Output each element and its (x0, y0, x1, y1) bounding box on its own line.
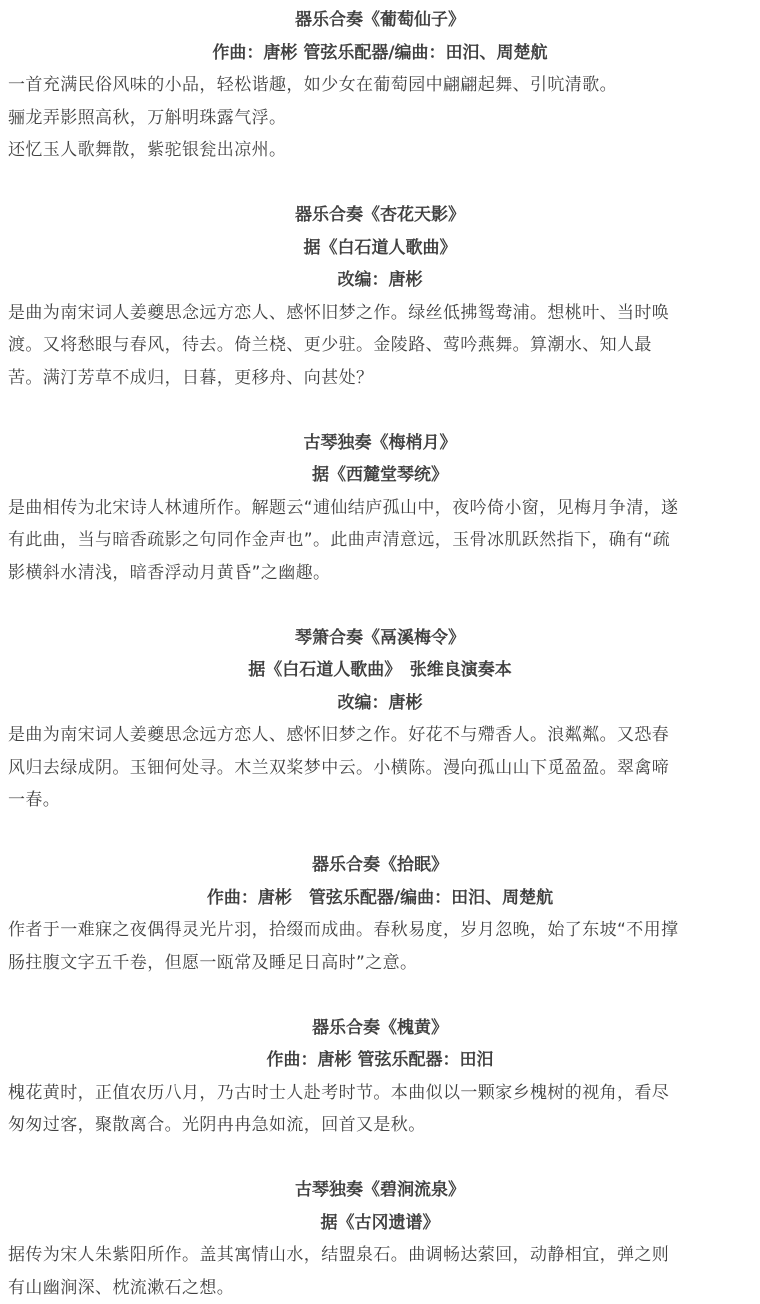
piece-credit: 据《白石道人歌曲》 (303, 237, 457, 258)
description-line: 一首充满民俗风味的小品，轻松谐趣，如少女在葡萄园中翩翩起舞、引吭清歌。 (8, 75, 617, 95)
program-piece-7 (8, 1174, 752, 1304)
piece-title: 器乐合奏《拾眠》 (312, 855, 448, 875)
piece-title: 古琴独奏《碧涧流泉》 (295, 1180, 465, 1200)
piece-credit: 据《白石道人歌曲》 张维良演奏本 (248, 660, 512, 680)
piece-title: 古琴独奏《梅梢月》 (303, 432, 457, 453)
description-line: 风归去绿成阴。玉钿何处寻。木兰双桨梦中云。小横陈。漫向孤山山下觅盈盈。翠禽啼 (8, 757, 670, 778)
piece-description (8, 297, 752, 395)
piece-title: 器乐合奏《杏花天影》 (295, 205, 465, 225)
piece-title: 器乐合奏《葡萄仙子》 (295, 10, 465, 30)
description-line: 作者于一难寐之夜偶得灵光片羽，拾缀而成曲。春秋易度，岁月忽晚，始了东坡“不用撑 (8, 920, 679, 940)
description-line: 肠拄腹文字五千卷，但愿一瓯常及睡足日高时”之意。 (8, 952, 418, 973)
description-line: 匆匆过客，聚散离合。光阴冉冉急如流，回首又是秋。 (8, 1115, 426, 1135)
piece-description (8, 69, 752, 167)
description-line: 是曲为南宋词人姜夔思念远方恋人、感怀旧梦之作。好花不与殢香人。浪粼粼。又恐春 (8, 725, 670, 745)
section-spacer (8, 589, 752, 622)
piece-description (8, 1239, 752, 1304)
program-piece-5 (8, 849, 752, 979)
piece-title: 琴箫合奏《鬲溪梅令》 (295, 627, 465, 648)
description-line: 有山幽涧深、枕流漱石之想。 (8, 1277, 235, 1298)
section-spacer (8, 167, 752, 200)
piece-credit: 作曲：唐彬 管弦乐配器：田汨 (266, 1050, 494, 1070)
section-spacer (8, 979, 752, 1012)
description-line: 还忆玉人歌舞散，紫驼银瓮出凉州。 (8, 140, 287, 160)
description-line: 苦。满汀芳草不成归，日暮，更移舟、向甚处？ (8, 367, 374, 388)
piece-credit: 改编：唐彬 (337, 270, 423, 290)
piece-description (8, 914, 752, 979)
program-piece-2 (8, 199, 752, 394)
piece-description (8, 492, 752, 590)
section-spacer (8, 817, 752, 850)
description-line: 影横斜水清浅，暗香浮动月黄昏”之幽趣。 (8, 562, 331, 583)
section-spacer (8, 1142, 752, 1175)
description-line: 渡。又将愁眼与春风，待去。倚兰桡、更少驻。金陵路、莺吟燕舞。算潮水、知人最 (8, 335, 652, 355)
description-line: 骊龙弄影照高秋，万斛明珠露气浮。 (8, 107, 287, 128)
description-line: 是曲相传为北宋诗人林逋所作。解题云“逋仙结庐孤山中，夜吟倚小窗，见梅月争清，遂 (8, 497, 679, 518)
piece-credit: 改编：唐彬 (337, 692, 423, 713)
piece-description (8, 1077, 752, 1142)
description-line: 槐花黄时，正值农历八月，乃古时士人赴考时节。本曲似以一颗家乡槐树的视角，看尽 (8, 1082, 670, 1103)
section-spacer (8, 394, 752, 427)
piece-title: 器乐合奏《槐黄》 (312, 1017, 448, 1038)
program-piece-4 (8, 622, 752, 817)
description-line: 据传为宋人朱紫阳所作。盖其寓情山水，结盟泉石。曲调畅达萦回，动静相宜，弹之则 (8, 1245, 670, 1265)
description-line: 是曲为南宋词人姜夔思念远方恋人、感怀旧梦之作。绿丝低拂鸳鸯浦。想桃叶、当时唤 (8, 302, 670, 323)
piece-credit: 据《西麓堂琴统》 (312, 465, 448, 485)
description-line: 有此曲，当与暗香疏影之句同作金声也”。此曲声清意远，玉骨冰肌跃然指下，确有“疏 (8, 530, 671, 550)
description-line: 一春。 (8, 790, 61, 810)
program-piece-3 (8, 427, 752, 590)
piece-description (8, 719, 752, 817)
piece-credit: 据《古冈遗谱》 (320, 1212, 440, 1233)
program-piece-6 (8, 1012, 752, 1142)
program-piece-1 (8, 4, 752, 167)
piece-credit: 作曲：唐彬 管弦乐配器/编曲：田汨、周楚航 (206, 887, 554, 908)
piece-credit: 作曲：唐彬 管弦乐配器/编曲：田汨、周楚航 (212, 42, 548, 63)
